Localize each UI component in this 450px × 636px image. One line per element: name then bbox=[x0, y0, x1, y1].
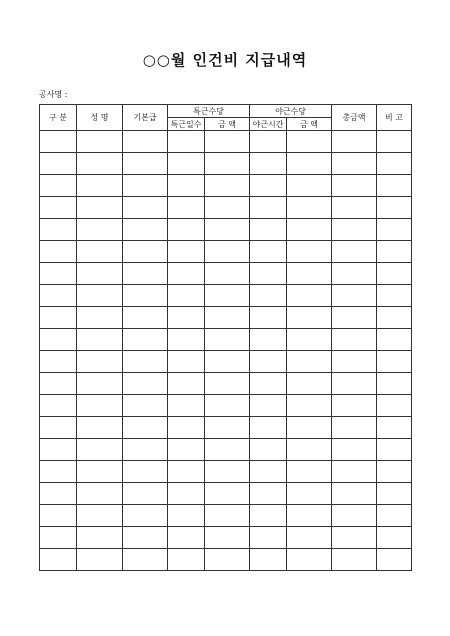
table-cell bbox=[205, 241, 250, 263]
table-cell bbox=[168, 373, 205, 395]
table-cell bbox=[205, 263, 250, 285]
table-row bbox=[40, 285, 412, 307]
table-cell bbox=[40, 175, 77, 197]
table-cell bbox=[168, 131, 205, 153]
table-cell bbox=[123, 285, 168, 307]
table-cell bbox=[377, 197, 412, 219]
table-cell bbox=[332, 285, 377, 307]
table-cell bbox=[250, 483, 287, 505]
table-cell bbox=[377, 285, 412, 307]
table-cell bbox=[205, 527, 250, 549]
table-cell bbox=[123, 549, 168, 571]
table-cell bbox=[377, 417, 412, 439]
table-cell bbox=[205, 395, 250, 417]
table-cell bbox=[123, 131, 168, 153]
table-cell bbox=[250, 219, 287, 241]
table-row bbox=[40, 395, 412, 417]
table-cell bbox=[40, 241, 77, 263]
table-cell bbox=[123, 417, 168, 439]
table-cell bbox=[168, 461, 205, 483]
table-cell bbox=[168, 197, 205, 219]
table-cell bbox=[77, 505, 123, 527]
table-cell bbox=[40, 483, 77, 505]
table-cell bbox=[377, 461, 412, 483]
table-cell bbox=[287, 153, 332, 175]
table-row bbox=[40, 329, 412, 351]
table-cell bbox=[287, 241, 332, 263]
table-cell bbox=[287, 307, 332, 329]
table-cell bbox=[332, 483, 377, 505]
table-cell bbox=[40, 153, 77, 175]
table-cell bbox=[287, 439, 332, 461]
table-row bbox=[40, 549, 412, 571]
table-cell bbox=[377, 527, 412, 549]
table-cell bbox=[332, 527, 377, 549]
table-cell bbox=[123, 351, 168, 373]
table-cell bbox=[205, 373, 250, 395]
table-cell bbox=[40, 263, 77, 285]
table-cell bbox=[77, 483, 123, 505]
table-cell bbox=[77, 351, 123, 373]
table-cell bbox=[250, 263, 287, 285]
table-cell bbox=[168, 505, 205, 527]
table-cell bbox=[205, 153, 250, 175]
table-cell bbox=[77, 373, 123, 395]
table-row bbox=[40, 373, 412, 395]
table-cell bbox=[123, 505, 168, 527]
table-row bbox=[40, 351, 412, 373]
header-special-allowance: 특근수당 bbox=[168, 105, 250, 118]
header-name: 성 명 bbox=[77, 105, 123, 131]
table-cell bbox=[123, 483, 168, 505]
table-cell bbox=[40, 329, 77, 351]
header-night-allowance: 야근수당 bbox=[250, 105, 332, 118]
table-cell bbox=[77, 153, 123, 175]
table-cell bbox=[77, 285, 123, 307]
table-row bbox=[40, 175, 412, 197]
table-cell bbox=[40, 373, 77, 395]
table-cell bbox=[205, 307, 250, 329]
table-cell bbox=[77, 461, 123, 483]
table-cell bbox=[250, 505, 287, 527]
table-cell bbox=[287, 219, 332, 241]
payroll-table bbox=[39, 104, 412, 571]
table-cell bbox=[250, 439, 287, 461]
table-cell bbox=[250, 351, 287, 373]
table-cell bbox=[40, 285, 77, 307]
table-cell bbox=[332, 153, 377, 175]
table-cell bbox=[168, 307, 205, 329]
table-cell bbox=[40, 395, 77, 417]
table-cell bbox=[205, 461, 250, 483]
table-cell bbox=[377, 549, 412, 571]
table-cell bbox=[77, 197, 123, 219]
table-cell bbox=[168, 439, 205, 461]
table-cell bbox=[377, 131, 412, 153]
table-cell bbox=[40, 549, 77, 571]
table-cell bbox=[77, 439, 123, 461]
table-cell bbox=[332, 263, 377, 285]
table-cell bbox=[123, 175, 168, 197]
header-night-amount: 금 액 bbox=[287, 118, 332, 131]
table-cell bbox=[168, 417, 205, 439]
table-cell bbox=[287, 351, 332, 373]
header-base-pay: 기본급 bbox=[123, 105, 168, 131]
table-cell bbox=[40, 351, 77, 373]
table-cell bbox=[332, 197, 377, 219]
table-cell bbox=[77, 549, 123, 571]
header-special-days: 특근일수 bbox=[168, 118, 205, 131]
table-cell bbox=[377, 505, 412, 527]
table-cell bbox=[332, 439, 377, 461]
table-cell bbox=[77, 395, 123, 417]
table-cell bbox=[250, 197, 287, 219]
table-cell bbox=[377, 483, 412, 505]
table-cell bbox=[250, 307, 287, 329]
table-body bbox=[40, 131, 412, 571]
table-cell bbox=[77, 307, 123, 329]
table-cell bbox=[205, 285, 250, 307]
table-cell bbox=[77, 329, 123, 351]
table-cell bbox=[205, 549, 250, 571]
table-cell bbox=[377, 351, 412, 373]
table-cell bbox=[205, 219, 250, 241]
table-cell bbox=[123, 219, 168, 241]
table-cell bbox=[377, 373, 412, 395]
table-cell bbox=[287, 329, 332, 351]
header-remarks: 비 고 bbox=[377, 105, 412, 131]
table-cell bbox=[287, 285, 332, 307]
table-cell bbox=[332, 395, 377, 417]
table-cell bbox=[250, 285, 287, 307]
table-cell bbox=[377, 307, 412, 329]
table-cell bbox=[168, 527, 205, 549]
table-cell bbox=[287, 197, 332, 219]
table-cell bbox=[77, 527, 123, 549]
table-cell bbox=[250, 175, 287, 197]
table-cell bbox=[332, 241, 377, 263]
table-cell bbox=[123, 329, 168, 351]
table-cell bbox=[205, 175, 250, 197]
table-row bbox=[40, 263, 412, 285]
table-cell bbox=[40, 197, 77, 219]
table-cell bbox=[287, 549, 332, 571]
table-cell bbox=[40, 131, 77, 153]
table-cell bbox=[377, 153, 412, 175]
table-row bbox=[40, 241, 412, 263]
table-row bbox=[40, 527, 412, 549]
table-cell bbox=[332, 417, 377, 439]
table-cell bbox=[377, 395, 412, 417]
table-cell bbox=[77, 175, 123, 197]
table-cell bbox=[123, 439, 168, 461]
table-cell bbox=[332, 505, 377, 527]
table-cell bbox=[40, 527, 77, 549]
table-cell bbox=[250, 373, 287, 395]
table-cell bbox=[332, 351, 377, 373]
table-cell bbox=[168, 329, 205, 351]
table-cell bbox=[377, 263, 412, 285]
table-cell bbox=[287, 175, 332, 197]
table-cell bbox=[377, 175, 412, 197]
table-cell bbox=[168, 175, 205, 197]
table-cell bbox=[287, 461, 332, 483]
table-cell bbox=[123, 373, 168, 395]
table-cell bbox=[377, 219, 412, 241]
table-cell bbox=[250, 527, 287, 549]
table-cell bbox=[205, 351, 250, 373]
table-cell bbox=[123, 461, 168, 483]
table-row bbox=[40, 417, 412, 439]
table-cell bbox=[168, 483, 205, 505]
table-cell bbox=[332, 307, 377, 329]
table-row bbox=[40, 307, 412, 329]
table-cell bbox=[287, 263, 332, 285]
table-cell bbox=[332, 175, 377, 197]
table-cell bbox=[123, 153, 168, 175]
table-cell bbox=[287, 373, 332, 395]
table-cell bbox=[287, 483, 332, 505]
table-cell bbox=[250, 417, 287, 439]
page-title: ○○월 인건비 지급내역 bbox=[142, 51, 308, 69]
table-cell bbox=[250, 153, 287, 175]
table-cell bbox=[168, 263, 205, 285]
table-cell bbox=[168, 153, 205, 175]
table-cell bbox=[332, 329, 377, 351]
table-cell bbox=[77, 263, 123, 285]
table-cell bbox=[377, 241, 412, 263]
table-cell bbox=[250, 131, 287, 153]
table-cell bbox=[123, 241, 168, 263]
table-cell bbox=[332, 549, 377, 571]
table-cell bbox=[377, 329, 412, 351]
table-cell bbox=[205, 505, 250, 527]
table-cell bbox=[40, 219, 77, 241]
table-cell bbox=[77, 241, 123, 263]
table-cell bbox=[40, 461, 77, 483]
table-cell bbox=[168, 395, 205, 417]
table-cell bbox=[40, 439, 77, 461]
table-row bbox=[40, 131, 412, 153]
table-row bbox=[40, 483, 412, 505]
table-cell bbox=[287, 527, 332, 549]
table-row bbox=[40, 461, 412, 483]
table-cell bbox=[123, 395, 168, 417]
table-cell bbox=[205, 131, 250, 153]
header-special-amount: 금 액 bbox=[205, 118, 250, 131]
table-cell bbox=[40, 307, 77, 329]
table-cell bbox=[205, 329, 250, 351]
table-cell bbox=[40, 417, 77, 439]
table-row bbox=[40, 197, 412, 219]
table-cell bbox=[168, 219, 205, 241]
table-cell bbox=[287, 417, 332, 439]
table-cell bbox=[205, 197, 250, 219]
table-cell bbox=[77, 131, 123, 153]
table-cell bbox=[123, 307, 168, 329]
table-cell bbox=[332, 461, 377, 483]
table-cell bbox=[287, 395, 332, 417]
table-cell bbox=[168, 241, 205, 263]
header-category: 구 분 bbox=[40, 105, 77, 131]
header-night-hours: 야근시간 bbox=[250, 118, 287, 131]
table-cell bbox=[205, 483, 250, 505]
table-cell bbox=[40, 505, 77, 527]
table-cell bbox=[287, 505, 332, 527]
table-cell bbox=[250, 549, 287, 571]
table-cell bbox=[168, 285, 205, 307]
table-row bbox=[40, 439, 412, 461]
table-cell bbox=[123, 197, 168, 219]
company-label: 공사명 : bbox=[39, 90, 68, 99]
table-cell bbox=[77, 417, 123, 439]
table-cell bbox=[332, 219, 377, 241]
table-row bbox=[40, 153, 412, 175]
table-cell bbox=[250, 241, 287, 263]
table-cell bbox=[168, 549, 205, 571]
table-cell bbox=[205, 439, 250, 461]
header-total: 총금액 bbox=[332, 105, 377, 131]
table-cell bbox=[205, 417, 250, 439]
table-cell bbox=[123, 527, 168, 549]
table-cell bbox=[168, 351, 205, 373]
table-cell bbox=[377, 439, 412, 461]
table-cell bbox=[123, 263, 168, 285]
table-row bbox=[40, 219, 412, 241]
table-cell bbox=[287, 131, 332, 153]
table-cell bbox=[250, 395, 287, 417]
table-row bbox=[40, 505, 412, 527]
table-cell bbox=[332, 373, 377, 395]
table-cell bbox=[250, 329, 287, 351]
table-cell bbox=[332, 131, 377, 153]
table-cell bbox=[250, 461, 287, 483]
table-cell bbox=[77, 219, 123, 241]
